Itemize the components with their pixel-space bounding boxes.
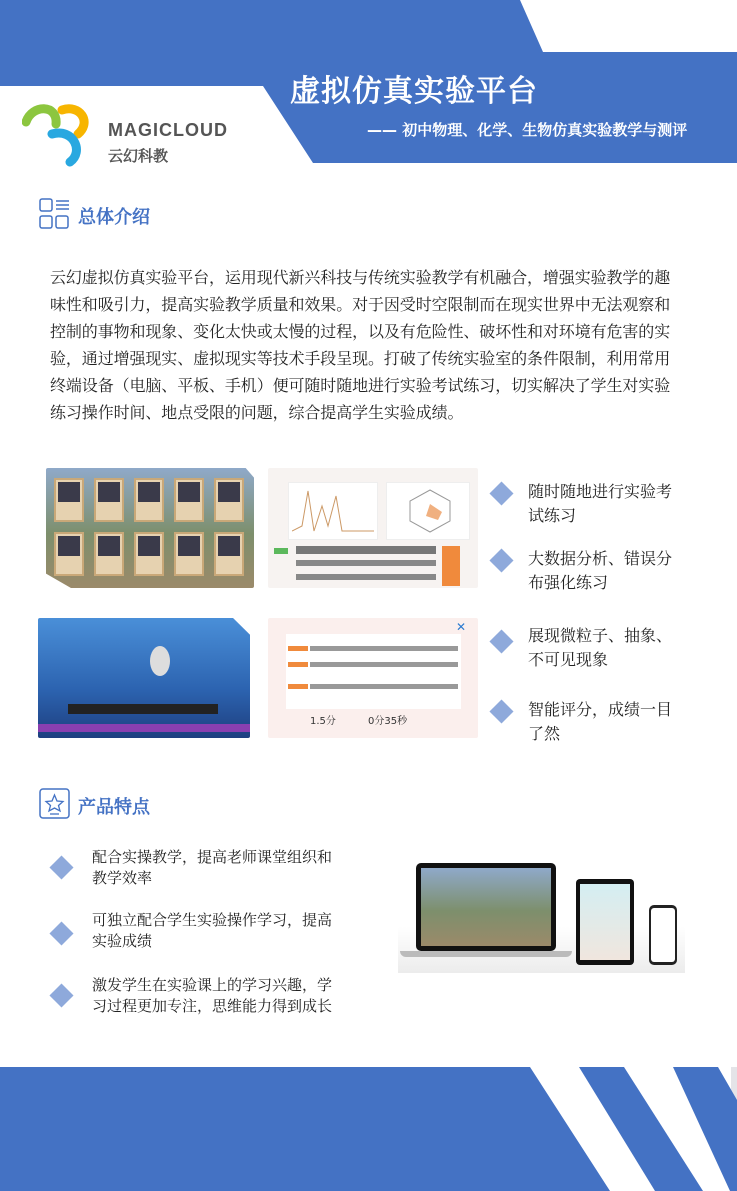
feature-item <box>92 910 362 952</box>
line-chart-thumbnail <box>292 486 374 536</box>
paragraph-line: 云幻虚拟仿真实验平台，运用现代新兴科技与传统实验教学有机融合，增强实验教学的趣 <box>50 268 671 287</box>
diamond-bullet-icon <box>489 699 513 723</box>
page-subtitle: —— 初中物理、化学、生物仿真实验教学与测评 <box>367 121 688 139</box>
feature-line: 可独立配合学生实验操作学习，提高 <box>92 911 333 929</box>
devices-image <box>398 857 685 973</box>
bullet-line: 布强化练习 <box>528 573 609 592</box>
screenshot-lab-room <box>46 468 254 588</box>
screenshot-analytics <box>268 468 478 588</box>
footer-banner <box>0 1060 737 1191</box>
tablet-icon <box>576 879 634 965</box>
paragraph-line: 验，通过增强现实、虚拟现实等技术手段呈现。打破了传统实验室的条件限制，利用常用 <box>50 349 671 368</box>
bullet-line: 不可见现象 <box>528 650 609 669</box>
section-title-features: 产品特点 <box>78 797 150 818</box>
paragraph-line: 控制的事物和现象、变化太快或太慢的过程，以及有危险性、破坏性和对环境有危害的实 <box>50 322 671 341</box>
feature-item <box>92 975 362 1017</box>
brand-name-cn: 云幻科教 <box>108 147 169 165</box>
magicloud-logo-icon <box>22 100 94 168</box>
star-icon <box>39 788 71 820</box>
brand-name-en: MAGICLOUD <box>108 120 228 140</box>
close-icon: ✕ <box>456 620 467 634</box>
laptop-icon <box>416 863 556 951</box>
diamond-bullet-icon <box>49 855 73 879</box>
bullet-item <box>528 480 688 528</box>
bullet-line: 了然 <box>528 724 561 743</box>
bullet-item <box>528 624 688 672</box>
diamond-bullet-icon <box>489 481 513 505</box>
bullet-line: 试练习 <box>528 506 577 525</box>
feature-line: 教学效率 <box>92 869 153 887</box>
feature-line: 习过程更加专注，思维能力得到成长 <box>92 997 333 1015</box>
grid-list-icon <box>39 198 71 230</box>
screenshot-score-report <box>268 618 478 738</box>
bullet-item <box>528 698 688 746</box>
feature-line: 激发学生在实验课上的学习兴趣，学 <box>92 976 333 994</box>
diamond-bullet-icon <box>49 983 73 1007</box>
bullet-item <box>528 547 688 595</box>
diamond-bullet-icon <box>489 629 513 653</box>
screenshot-physics-sim <box>38 618 250 738</box>
bullet-line: 随时随地进行实验考 <box>528 482 673 501</box>
phone-icon <box>649 905 677 965</box>
section-title-overview: 总体介绍 <box>78 207 150 228</box>
paragraph-line: 味性和吸引力，提高实验教学质量和效果。对于因受时空限制而在现实世界中无法观察和 <box>50 295 671 314</box>
bullet-line: 展现微粒子、抽象、 <box>528 626 673 645</box>
radar-chart-thumbnail <box>408 488 452 534</box>
feature-item <box>92 847 362 889</box>
feature-line: 实验成绩 <box>92 932 153 950</box>
bullet-line: 大数据分析、错误分 <box>528 549 673 568</box>
feature-line: 配合实操教学，提高老师课堂组织和 <box>92 848 333 866</box>
paragraph-line: 练习操作时间、地点受限的问题，综合提高学生实验成绩。 <box>50 403 464 422</box>
time-value: 0分35秒 <box>368 716 408 727</box>
page-title: 虚拟仿真实验平台 <box>290 74 538 109</box>
bullet-line: 智能评分，成绩一目 <box>528 700 673 719</box>
diamond-bullet-icon <box>489 548 513 572</box>
score-value: 1.5分 <box>310 716 336 727</box>
diamond-bullet-icon <box>49 921 73 945</box>
paragraph-line: 终端设备（电脑、平板、手机）便可随时随地进行实验考试练习，切实解决了学生对实验 <box>50 376 671 395</box>
